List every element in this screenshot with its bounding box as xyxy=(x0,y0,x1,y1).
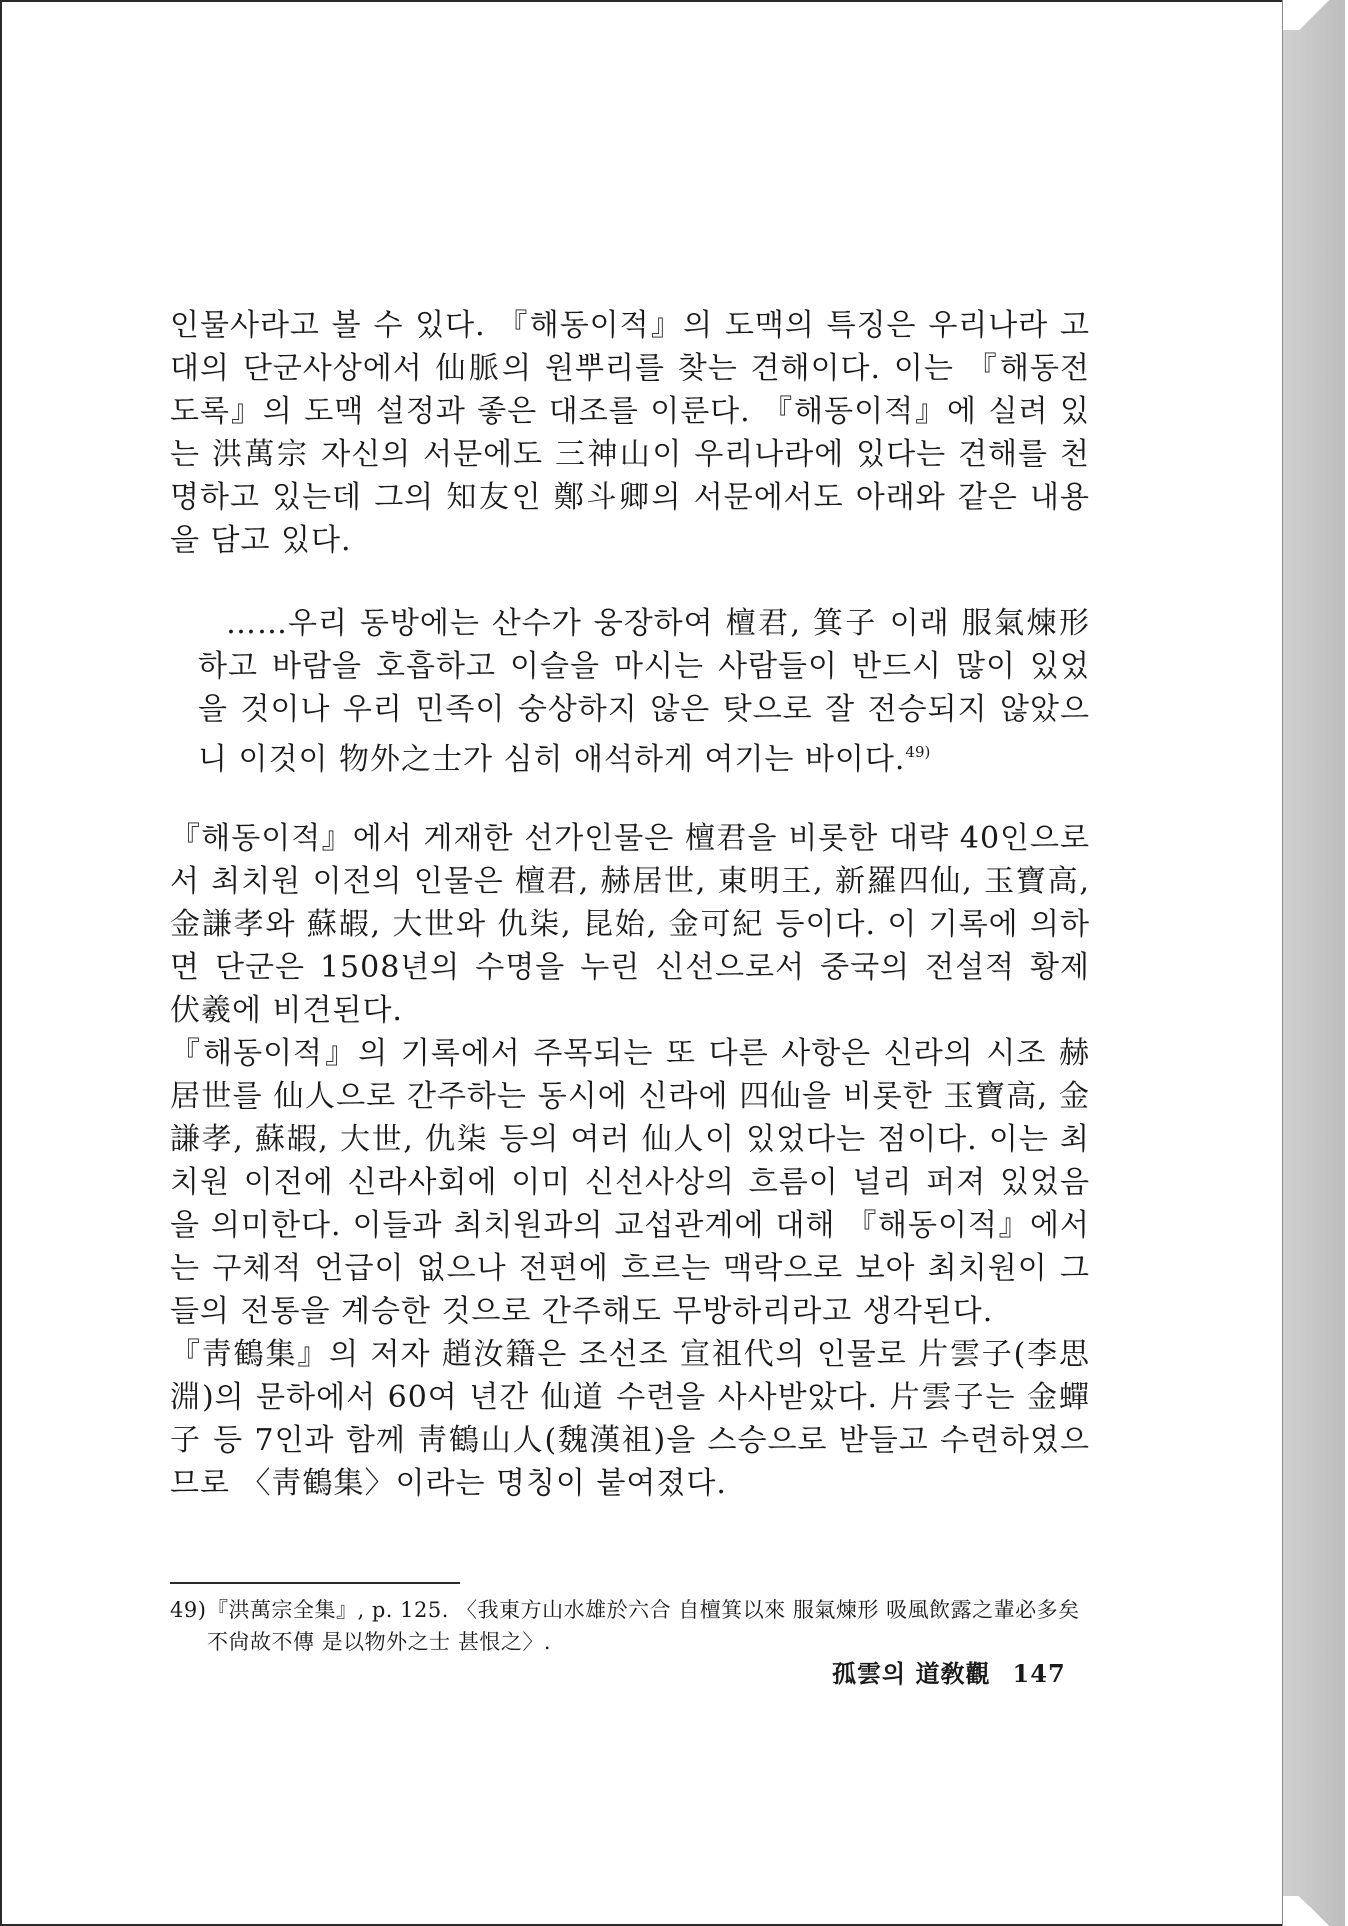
body-paragraph-2: 『해동이적』에서 게재한 선가인물은 檀君을 비롯한 대략 40인으로서 최치원 이전의 인물은 檀君, 赫居世, 東明王, 新羅四仙, 玉寶高, 金謙孝와 蘇嘏, 大世와 仇柒, 昆始, 金可紀 등이다. 이 기록에 의하면 단군은 1508년의 수명을 누린 신선으로서 중국의 전설적 황제 伏羲에 비견된다. xyxy=(170,821,1090,1028)
footnote-marker: 49) xyxy=(905,743,931,761)
body-text xyxy=(170,817,1090,1505)
body-paragraph-1 xyxy=(170,304,1090,562)
running-footer xyxy=(832,1654,1066,1689)
page-stack-edge xyxy=(1282,0,1345,1926)
block-quote xyxy=(198,602,1090,781)
paragraph-text: 인물사라고 볼 수 있다. 『해동이적』의 도맥의 특징은 우리나라 고대의 단군사상에서 仙脈의 원뿌리를 찾는 견해이다. 이는 『해동전도록』의 도맥 설정과 좋은 대조를 이룬다. 『해동이적』에 실려 있는 洪萬宗 자신의 서문에도 三神山이 우리나라에 있다는 견해를 천명하고 있는데 그의 知友인 鄭斗卿의 서문에서도 아래와 같은 내용을 담고 있다. xyxy=(170,308,1090,558)
running-footer-title: 孤雲의 道敎觀 xyxy=(832,1659,991,1688)
body-paragraph-4: 『靑鶴集』의 저자 趙汝籍은 조선조 宣祖代의 인물로 片雲子(李思淵)의 문하에서 60여 년간 仙道 수련을 사사받았다. 片雲子는 金蟬子 등 7인과 함께 靑鶴山人(魏漢祖)을 스승으로 받들고 수련하였으므로 〈靑鶴集〉이라는 명칭이 붙여졌다. xyxy=(170,1337,1090,1501)
footnote-text: 『洪萬宗全集』, p. 125. 〈我東方山水雄於六合 自檀箕以來 服氣煉形 吸風飲露之輩必多矣 不尙故不傳 是以物外之士 甚恨之〉. xyxy=(207,1598,1080,1654)
quote-body: ……우리 동방에는 산수가 웅장하여 檀君, 箕子 이래 服氣煉形하고 바람을 호흡하고 이슬을 마시는 사람들이 반드시 많이 있었을 것이나 우리 민족이 숭상하지 않은 탓으로 잘 전승되지 않았으니 이것이 物外之士가 심히 애석하게 여기는 바이다. xyxy=(198,606,1090,777)
page-number: 147 xyxy=(1012,1659,1066,1688)
body-paragraph-3: 『해동이적』의 기록에서 주목되는 또 다른 사항은 신라의 시조 赫居世를 仙人으로 간주하는 동시에 신라에 四仙을 비롯한 玉寶高, 金謙孝, 蘇嘏, 大世, 仇柒 등의 여러 仙人이 있었다는 점이다. 이는 최치원 이전에 신라사회에 이미 신선사상의 흐름이 널리 퍼져 있었음을 의미한다. 이들과 최치원과의 교섭관계에 대해 『해동이적』에서는 구체적 언급이 없으나 전편에 흐르는 맥락으로 보아 최치원이 그들의 전통을 계승한 것으로 간주해도 무방하리라고 생각된다. xyxy=(170,1036,1090,1329)
footnote-divider xyxy=(170,1582,460,1584)
footnote-number: 49) xyxy=(170,1598,207,1622)
footnote xyxy=(170,1594,1087,1658)
quote-text xyxy=(198,602,1090,781)
